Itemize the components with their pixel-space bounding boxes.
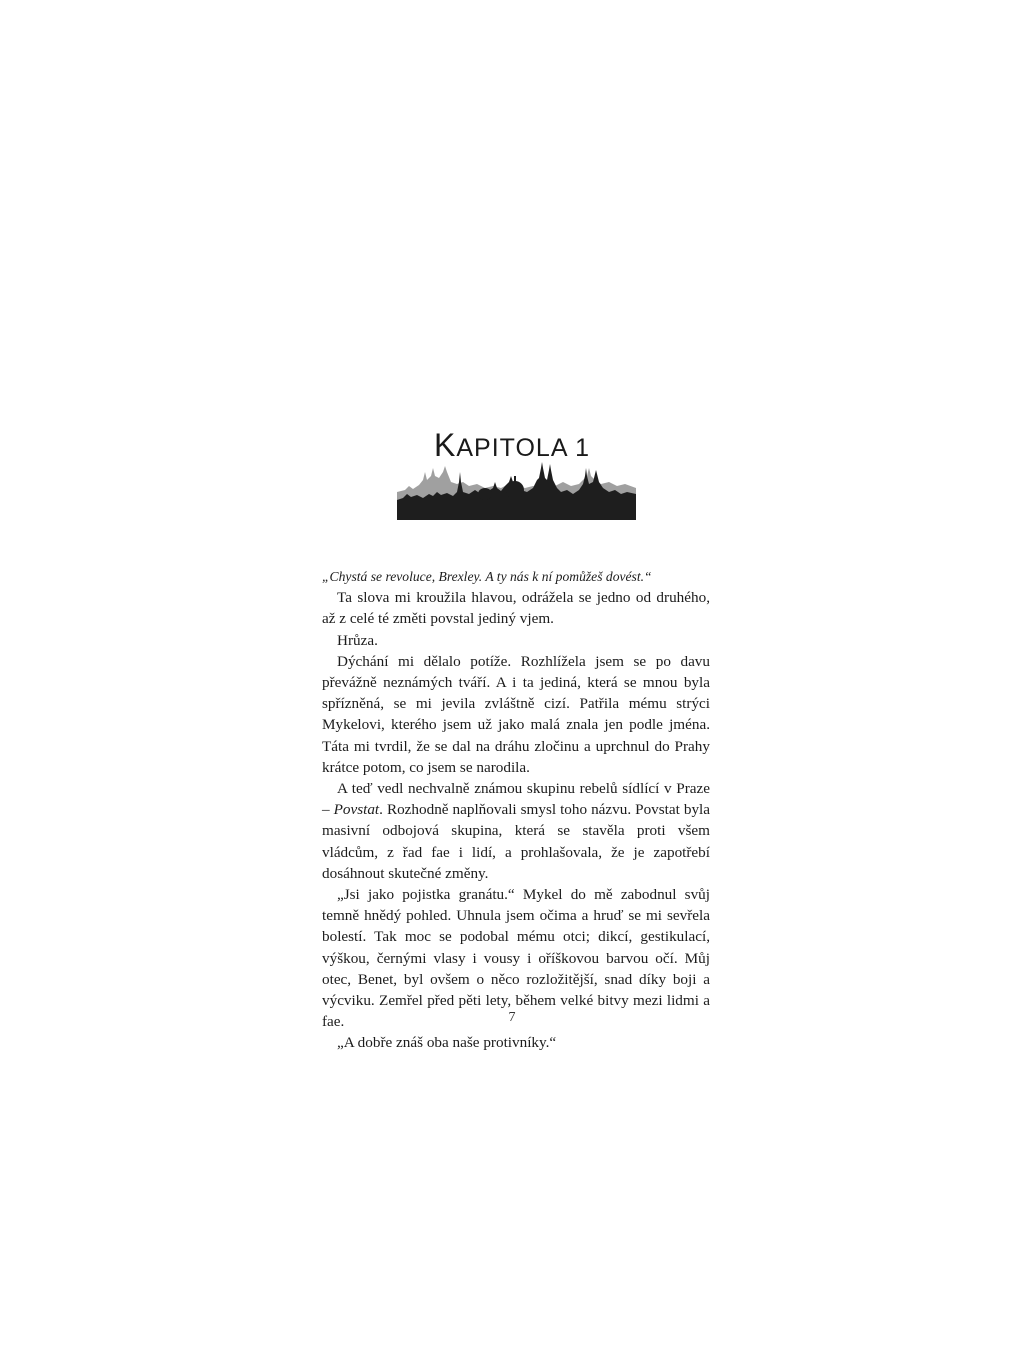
paragraph-povstat-start: A teď vedl nechvalně známou skupinu rebelů sídlící v Praze – [322, 780, 710, 819]
paragraph: „A dobře znáš oba naše protivníky.“ [337, 1034, 557, 1052]
paragraph: „Jsi jako pojistka granátu.“ Mykel do mě zabodnul svůj temně hnědý pohled. Uhnula jsem očima a hruď se mi sevřela bolestí. Tak moc se podobal mému otci; dikcí, gestikulací, výškou, černými vlasy i vousy i oříškovou barvou očí. Můj otec, Benet, byl ovšem o něco rozložitější, snad díky boji a výcviku. Zemřel před pěti lety, během velké bitvy mezi lidmi a fae. [322, 886, 710, 1031]
paragraph-povstat [322, 778, 710, 884]
dome-left [478, 488, 492, 500]
prague-skyline-illustration [397, 458, 636, 520]
dome-spire [514, 476, 516, 484]
paragraph: Ta slova mi kroužila hlavou, odrážela se jedno od druhého, až z celé té změti povstal jediný vjem. [322, 589, 710, 628]
skyline-base [397, 508, 636, 520]
povstat-italic: Povstat [333, 801, 380, 819]
paragraph: Hrůza. [337, 631, 378, 649]
paragraph: Dýchání mi dělalo potíže. Rozhlížela jsem se po davu převážně neznámých tváří. A i ta jediná, která se mnou byla spřízněná, se mi jevila zvláštně cizí. Patřila mému strýci Mykelovi, kterého jsem už jako malá znala jen podle jména. Táta mi tvrdil, že se dal na dráhu zločinu a uprchnul do Prahy krátce potom, co jsem se narodila. [322, 652, 710, 776]
chapter-title-initial: K [434, 427, 457, 463]
page-number: 7 [508, 1010, 516, 1025]
paragraph-povstat-end: . Rozhodně naplňovali smysl toho názvu. Povstat byla masivní odbojová skupina, která se stavěla proti všem vládcům, z řad fae i lidí, a prohlašovala, že je zapotřebí dosáhnout skutečné změny. [322, 801, 710, 882]
chapter-text [322, 566, 710, 1054]
epigraph: „Chystá se revoluce, Brexley. A ty nás k ní pomůžeš dovést.“ [322, 569, 652, 584]
chapter-title-rest: APITOLA 1 [456, 434, 590, 462]
